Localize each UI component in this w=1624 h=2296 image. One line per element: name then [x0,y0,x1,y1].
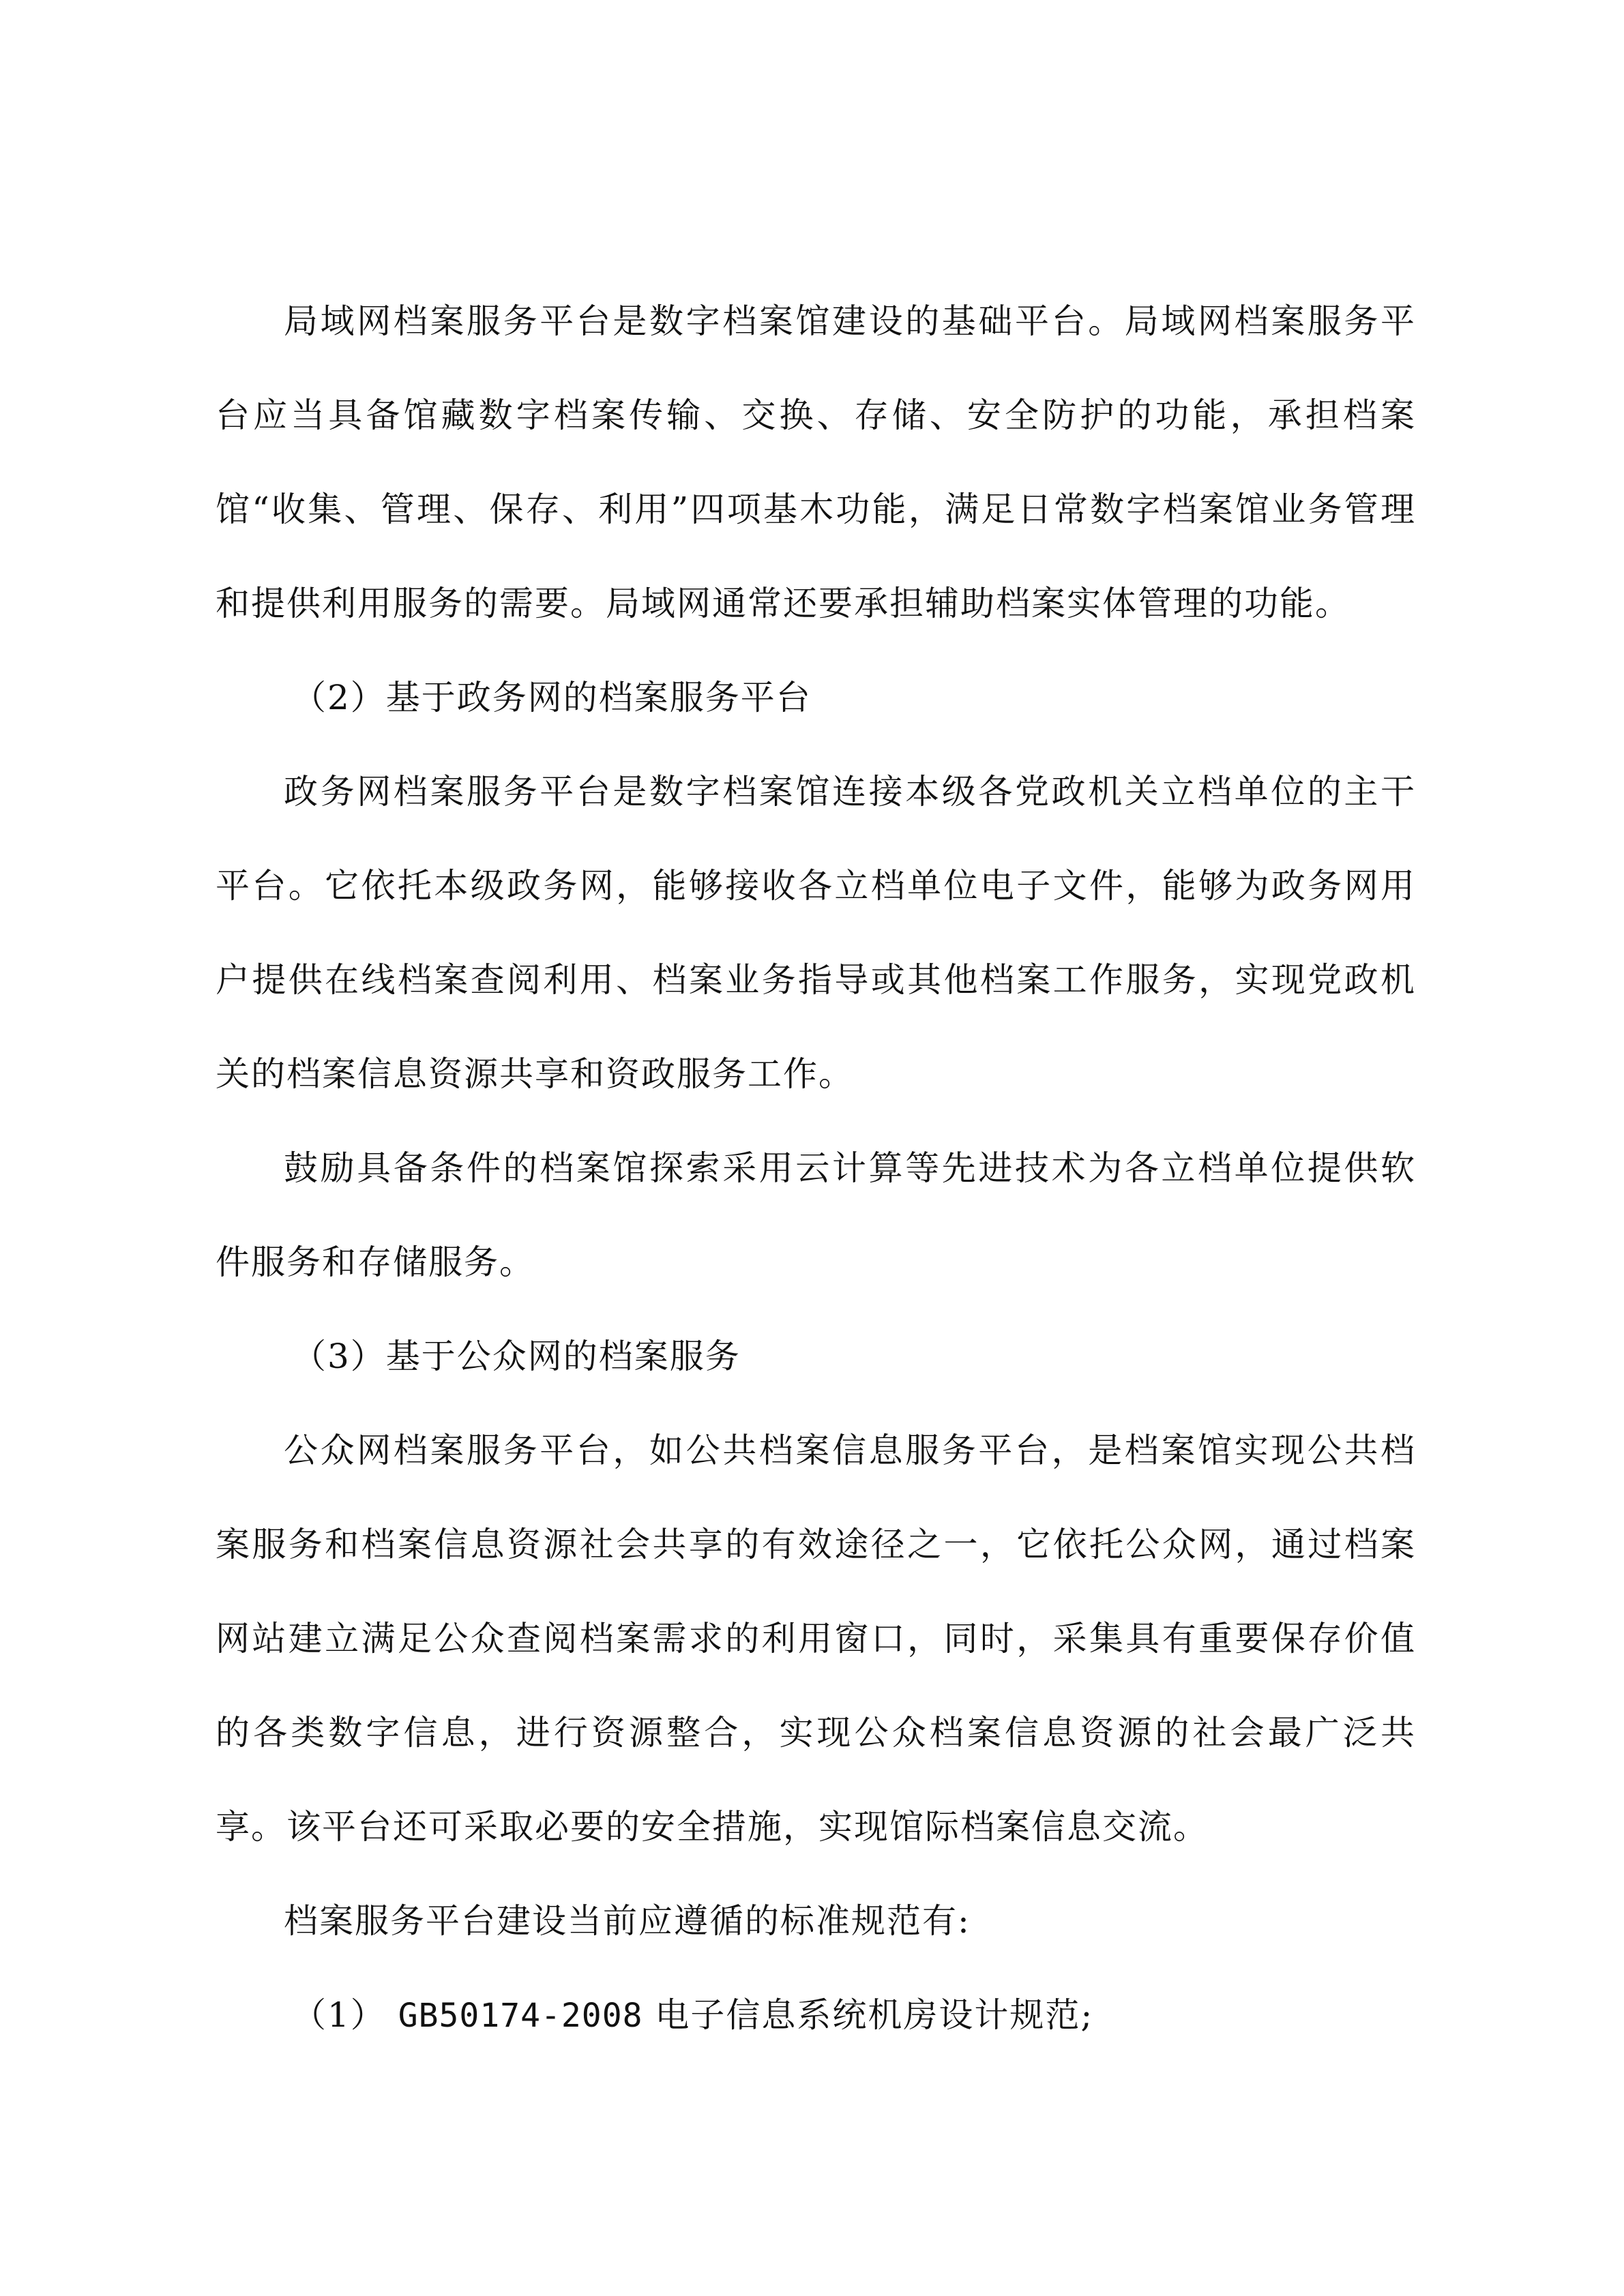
paragraph-standards-intro: 档案服务平台建设当前应遵循的标准规范有: [284,1901,971,1941]
standard-item-number: （1） [292,1995,386,2035]
standard-item [216,1968,1416,2063]
heading-public-network-service: （3）基于公众网的档案服务 [292,1337,741,1376]
paragraph-public-network-platform: 公众网档案服务平台，如公共档案信息服务平台，是档案馆实现公共档案服务和档案信息资源社会共享的有效途径之一，它依托公众网，通过档案网站建立满足公众查阅档案需求的利用窗口，同时，采集具有重要保存价值的各类数字信息，进行资源整合，实现公众档案信息资源的社会最广泛共享。该平台还可采取必要的安全措施，实现馆际档案信息交流。 [216,1431,1416,1847]
paragraph-lan-platform: 局域网档案服务平台是数字档案馆建设的基础平台。局域网档案服务平台应当具备馆藏数字档案传输、交换、存储、安全防护的功能，承担档案馆“收集、管理、保存、利用”四项基木功能，满足日常数字档案馆业务管理和提供利用服务的需要。局域网通常还要承担辅助档案实体管理的功能。 [216,301,1416,623]
paragraph-cloud-computing: 鼓励具备条件的档案馆探索采用云计算等先进技术为各立档单位提供软件服务和存储服务。 [216,1148,1416,1282]
heading-gov-network-platform: （2）基于政务网的档案服务平台 [292,678,812,717]
standard-item-title: 电子信息系统机房设计规范; [655,1995,1094,2035]
standard-item-code: GB50174-2008 [398,1997,643,2035]
paragraph-gov-network-platform: 政务网档案服务平台是数字档案馆连接本级各党政机关立档单位的主干平台。它依托本级政务网，能够接收各立档单位电子文件，能够为政务网用户提供在线档案查阅利用、档案业务指导或其他档案工作服务，实现党政机关的档案信息资源共享和资政服务工作。 [216,772,1416,1094]
document-body [216,274,1416,2063]
